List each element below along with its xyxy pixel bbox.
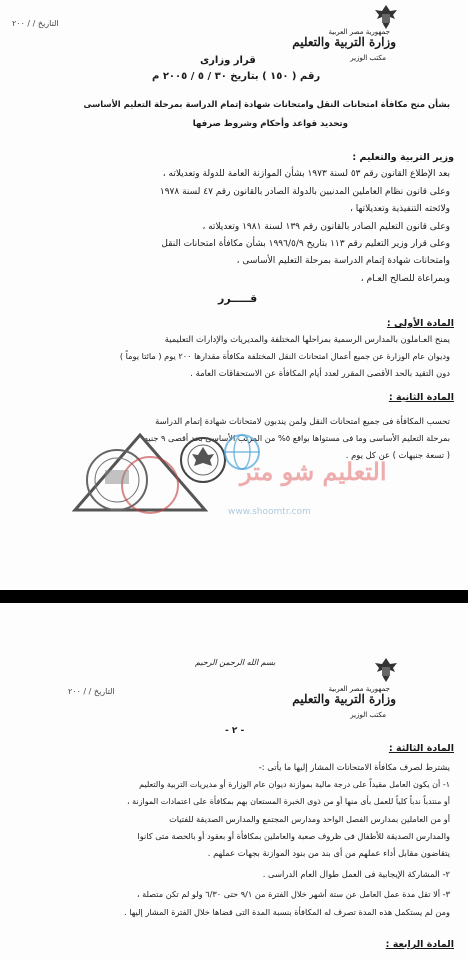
article-3-line: ٢- المشاركة الإيجابية فى العمل طوال العام الدراسى . (262, 869, 450, 879)
minister-heading: وزير التربية والتعليم : (352, 152, 454, 163)
preamble-line: وعلى قانون التعليم الصادر بالقانون رقم ١٣٩ لسنة ١٩٨١ وتعديلاته ، (202, 222, 450, 232)
article-3-line: أو منتدباً ندباً كلياً للعمل بأى منها أو من ذوى الخبرة المستعان بهم بمكافأة على اعتمادات الموازنة ، (127, 797, 450, 806)
article-2-line: تحسب المكافأة فى جميع امتحانات النقل ولمن يندبون لامتحانات شهادة إتمام الدراسة (155, 416, 450, 426)
article-1-line: وديوان عام الوزارة عن جميع أعمال امتحانات النقل المختلفة مكافأة مقدارها ٢٠٠ يوم ( مائتا يوماً ) (119, 351, 450, 361)
date-label: التاريخ / / ٢٠٠ (12, 19, 59, 28)
ministry-title: وزارة التربية والتعليم (292, 692, 396, 706)
article-1-line: دون التقيد بالحد الأقصى المقرر لعدد أيام المكافأة عن الاستحقاقات العامة . (190, 368, 450, 378)
watermark-url: www.shoomtr.com (228, 507, 311, 517)
article-3-title: المادة الثالثة : (388, 743, 454, 754)
ministry-title: وزارة التربية والتعليم (292, 35, 396, 49)
article-3-line: ٣- ألا تقل مدة عمل العامل عن ستة أشهر خلال الفترة من ٩/١ حتى ٦/٣٠ ولو لم تكن متصلة ، (136, 889, 450, 899)
article-2-line: ( تسعة جنيهات ) عن كل يوم . (345, 450, 450, 460)
watermark-text: التعليم شو متر (240, 457, 387, 486)
preamble-line: بعد الإطلاع القانون رقم ٥٣ لسنة ١٩٧٣ بشأن الموازنة العامة للدولة وتعديلاته ، (162, 169, 450, 179)
article-3-line: أو من العاملين بمدارس الفصل الواحد ومدارس المجتمع والمدارس الصديقة للفتيات (169, 814, 450, 824)
preamble-line: وبمراعاة للصالح العـام ، (360, 274, 450, 284)
page-number: - ٢ - (225, 726, 245, 736)
basmala: بسم الله الرحمن الرحيم (195, 658, 276, 667)
office-label: مكتب الوزير (350, 711, 386, 719)
decree-number: رقم ( ١٥٠ ) بتاريخ ٣٠ / ٥ / ٢٠٠٥ م (152, 71, 321, 82)
office-label: مكتب الوزير (350, 54, 386, 62)
article-2-title: المادة الثانية : (388, 392, 454, 403)
republic-label: جمهورية مصر العربية (328, 28, 390, 36)
official-stamp-right-icon (178, 435, 228, 485)
article-1-line: يمنح العـاملون بالمدارس الرسمية بمراحلها المختلفة والمديريات والإدارات التعليمية (164, 334, 450, 344)
article-3-line: ١- أن يكون العامل مقيداً على درجة مالية بموازنة ديوان عام الوزارة أو مديريات التربية والتعليم (139, 780, 450, 789)
preamble-line: وامتحانات شهادة إتمام الدراسة بمرحلة التعليم الأساسى ، (236, 256, 450, 266)
decree-title: قرار وزارى (200, 55, 256, 66)
page-separator (0, 590, 468, 603)
date-label: التاريخ / / ٢٠٠ (68, 687, 115, 696)
preamble-line: وعلى قانون نظام العاملين المدنيين بالدولة الصادر بالقانون رقم ٤٧ لسنة ١٩٧٨ (159, 187, 450, 197)
subject-line-1: بشأن منح مكافأة امتحانات النقل وامتحانات شهادة إتمام الدراسة بمرحلة التعليم الأساسى (83, 99, 450, 109)
article-3-line: والمدارس الصديقة للأطفال فى ظروف صعبة والعاملين بمكافأة أو بعقود أو بالحصة متى كانوا (137, 831, 450, 841)
article-2-line: بمرحلة التعليم الأساسى وما فى مستواها بواقع ٥% من المرتب الأساسى بحد أقصى ٩ جنيه (144, 433, 450, 443)
preamble-line: ولائحته التنفيذية وتعديلاتها ، (349, 204, 450, 214)
article-4-title: المادة الرابعة : (385, 939, 454, 950)
article-3-line: ومن لم يستكمل هذه المدة تصرف له المكافأة بنسبة المدة التى قضاها خلال الفترة المشار إليها . (124, 907, 450, 917)
article-1-title: المادة الأولى : (386, 318, 454, 329)
eagle-emblem-icon (371, 655, 401, 685)
decides-heading: قـــــرر (218, 292, 258, 305)
subject-line-2: وتحديد قواعد وأحكام وشروط صرفها (192, 119, 348, 129)
article-3-intro: يشترط لصرف مكافأة الامتحانات المشار إليها ما يأتى :- (258, 762, 450, 772)
republic-label: جمهورية مصر العربية (328, 685, 390, 693)
document-page-2 (0, 603, 468, 960)
article-3-line: يتقاضون مقابل أداء عملهم من أى بند من بنود الموازنة بجهات عملهم . (207, 848, 450, 858)
preamble-line: وعلى قرار وزير التعليم رقم ١١٣ بتاريخ ١٩٩٦/٥/٩ بشأن مكافأة امتحانات النقل (161, 239, 450, 249)
